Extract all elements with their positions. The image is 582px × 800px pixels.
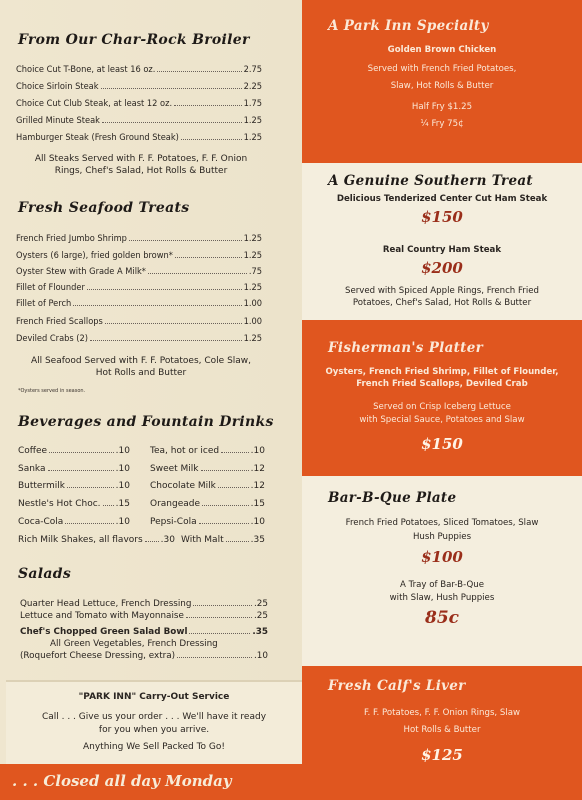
southern-desc-2: Potatoes, Chef's Salad, Hot Rolls & Butter — [352, 298, 532, 308]
carry-out-line-3: Anything We Sell Packed To Go! — [83, 742, 225, 752]
menu-item: Oyster Stew with Grade A Milk* .75 — [16, 266, 262, 277]
beverage-item: Chocolate Milk .12 — [150, 481, 265, 491]
specialty-title: A Park Inn Specialty — [328, 18, 489, 34]
salad-desc: All Green Vegetables, French Dressing — [50, 639, 218, 649]
specialty-desc-1: Served with French Fried Potatoes, — [367, 64, 517, 74]
menu-item: Grilled Minute Steak 1.25 — [16, 115, 262, 126]
salad-item: (Roquefort Cheese Dressing, extra) .10 — [20, 651, 268, 661]
menu-item: French Fried Scallops 1.00 — [16, 316, 262, 327]
fisherman-desc-1: Served on Crisp Iceberg Lettuce — [373, 402, 511, 412]
oyster-footnote: *Oysters served in season. — [18, 388, 86, 394]
closed-banner — [0, 764, 302, 800]
specialty-quarter-price: ¼ Fry 75¢ — [420, 119, 464, 129]
beverages-title: Beverages and Fountain Drinks — [18, 414, 274, 430]
southern-price-1: $150 — [421, 208, 463, 226]
barbq-price-2: 85c — [424, 608, 459, 628]
beverage-item: Tea, hot or iced .10 — [150, 446, 265, 456]
carry-out-box — [6, 680, 302, 764]
char-rock-note-1: All Steaks Served with F. F. Potatoes, F. F. Onion — [34, 154, 248, 164]
barbq-price-1: $100 — [421, 548, 463, 566]
liver-desc-1: F. F. Potatoes, F. F. Onion Rings, Slaw — [363, 708, 521, 718]
menu-item: Choice Cut Club Steak, at least 12 oz. 1.75 — [16, 98, 262, 109]
beverage-item: Orangeade .15 — [150, 499, 265, 509]
barbq-tray-2: with Slaw, Hush Puppies — [389, 593, 495, 603]
specialty-panel — [302, 0, 582, 163]
specialty-desc-2: Slaw, Hot Rolls & Butter — [390, 81, 494, 91]
fisherman-items-1: Oysters, French Fried Shrimp, Fillet of Flounder, — [325, 367, 559, 377]
beverage-item: Coca-Cola .10 — [18, 517, 130, 527]
char-rock-title: From Our Char-Rock Broiler — [18, 32, 250, 48]
seafood-note-2: Hot Rolls and Butter — [95, 368, 187, 378]
milk-shakes-item: Rich Milk Shakes, all flavors .30 With Malt .35 — [18, 535, 265, 545]
menu-item: Oysters (6 large), fried golden brown* 1.25 — [16, 250, 262, 261]
closed-text: . . . Closed all day Monday — [12, 772, 232, 790]
beverage-item: Nestle's Hot Choc. .15 — [18, 499, 130, 509]
char-rock-note-2: Rings, Chef's Salad, Hot Rolls & Butter — [54, 166, 228, 176]
southern-item-1: Delicious Tenderized Center Cut Ham Steak — [336, 194, 548, 204]
liver-panel — [302, 666, 582, 800]
southern-item-2: Real Country Ham Steak — [382, 245, 502, 255]
liver-price: $125 — [421, 746, 463, 764]
barbq-tray-1: A Tray of Bar-B-Que — [400, 580, 484, 590]
right-column — [302, 0, 582, 800]
menu-item: Fillet of Perch 1.00 — [16, 298, 262, 309]
fisherman-price: $150 — [421, 435, 463, 453]
seafood-note-1: All Seafood Served with F. F. Potatoes, Cole Slaw, — [30, 356, 252, 366]
southern-price-2: $200 — [421, 259, 463, 277]
specialty-half-price: Half Fry $1.25 — [411, 102, 473, 112]
salad-item: Lettuce and Tomato with Mayonnaise .25 — [20, 611, 268, 621]
fisherman-desc-2: with Special Sauce, Potatoes and Slaw — [359, 415, 525, 425]
beverage-item: Coffee .10 — [18, 446, 130, 456]
fisherman-title: Fisherman's Platter — [328, 340, 484, 356]
menu-item: Choice Sirloin Steak 2.25 — [16, 81, 262, 92]
salad-item: Quarter Head Lettuce, French Dressing .25 — [20, 599, 268, 609]
southern-panel — [302, 163, 582, 320]
beverage-item: Sweet Milk .12 — [150, 464, 265, 474]
beverage-item: Pepsi-Cola .10 — [150, 517, 265, 527]
menu-item: Deviled Crabs (2) 1.25 — [16, 333, 262, 344]
barbq-desc-2: Hush Puppies — [412, 532, 472, 542]
seafood-title: Fresh Seafood Treats — [18, 200, 190, 216]
menu-item: French Fried Jumbo Shrimp 1.25 — [16, 233, 262, 244]
beverage-item: Buttermilk .10 — [18, 481, 130, 491]
carry-out-line-2: for you when you arrive. — [98, 725, 210, 735]
carry-out-title: "PARK INN" Carry-Out Service — [78, 692, 230, 702]
menu-item: Fillet of Flounder 1.25 — [16, 282, 262, 293]
salads-title: Salads — [18, 566, 72, 582]
fisherman-panel — [302, 320, 582, 476]
menu-item: Choice Cut T-Bone, at least 16 oz. 2.75 — [16, 64, 262, 75]
liver-title: Fresh Calf's Liver — [328, 678, 466, 694]
salad-item: Chef's Chopped Green Salad Bowl .35 — [20, 627, 268, 637]
liver-desc-2: Hot Rolls & Butter — [403, 725, 481, 735]
barbq-desc-1: French Fried Potatoes, Sliced Tomatoes, Slaw — [345, 518, 539, 528]
southern-desc-1: Served with Spiced Apple Rings, French Fried — [345, 286, 539, 296]
beverage-item: Sanka .10 — [18, 464, 130, 474]
barbq-panel — [302, 476, 582, 666]
carry-out-line-1: Call . . . Give us your order . . . We'll have it ready — [41, 712, 267, 722]
menu-item: Hamburger Steak (Fresh Ground Steak) 1.25 — [16, 132, 262, 143]
barbq-title: Bar-B-Que Plate — [328, 490, 457, 506]
southern-title: A Genuine Southern Treat — [328, 173, 533, 189]
specialty-name: Golden Brown Chicken — [387, 45, 497, 55]
fisherman-items-2: French Fried Scallops, Deviled Crab — [356, 379, 528, 389]
